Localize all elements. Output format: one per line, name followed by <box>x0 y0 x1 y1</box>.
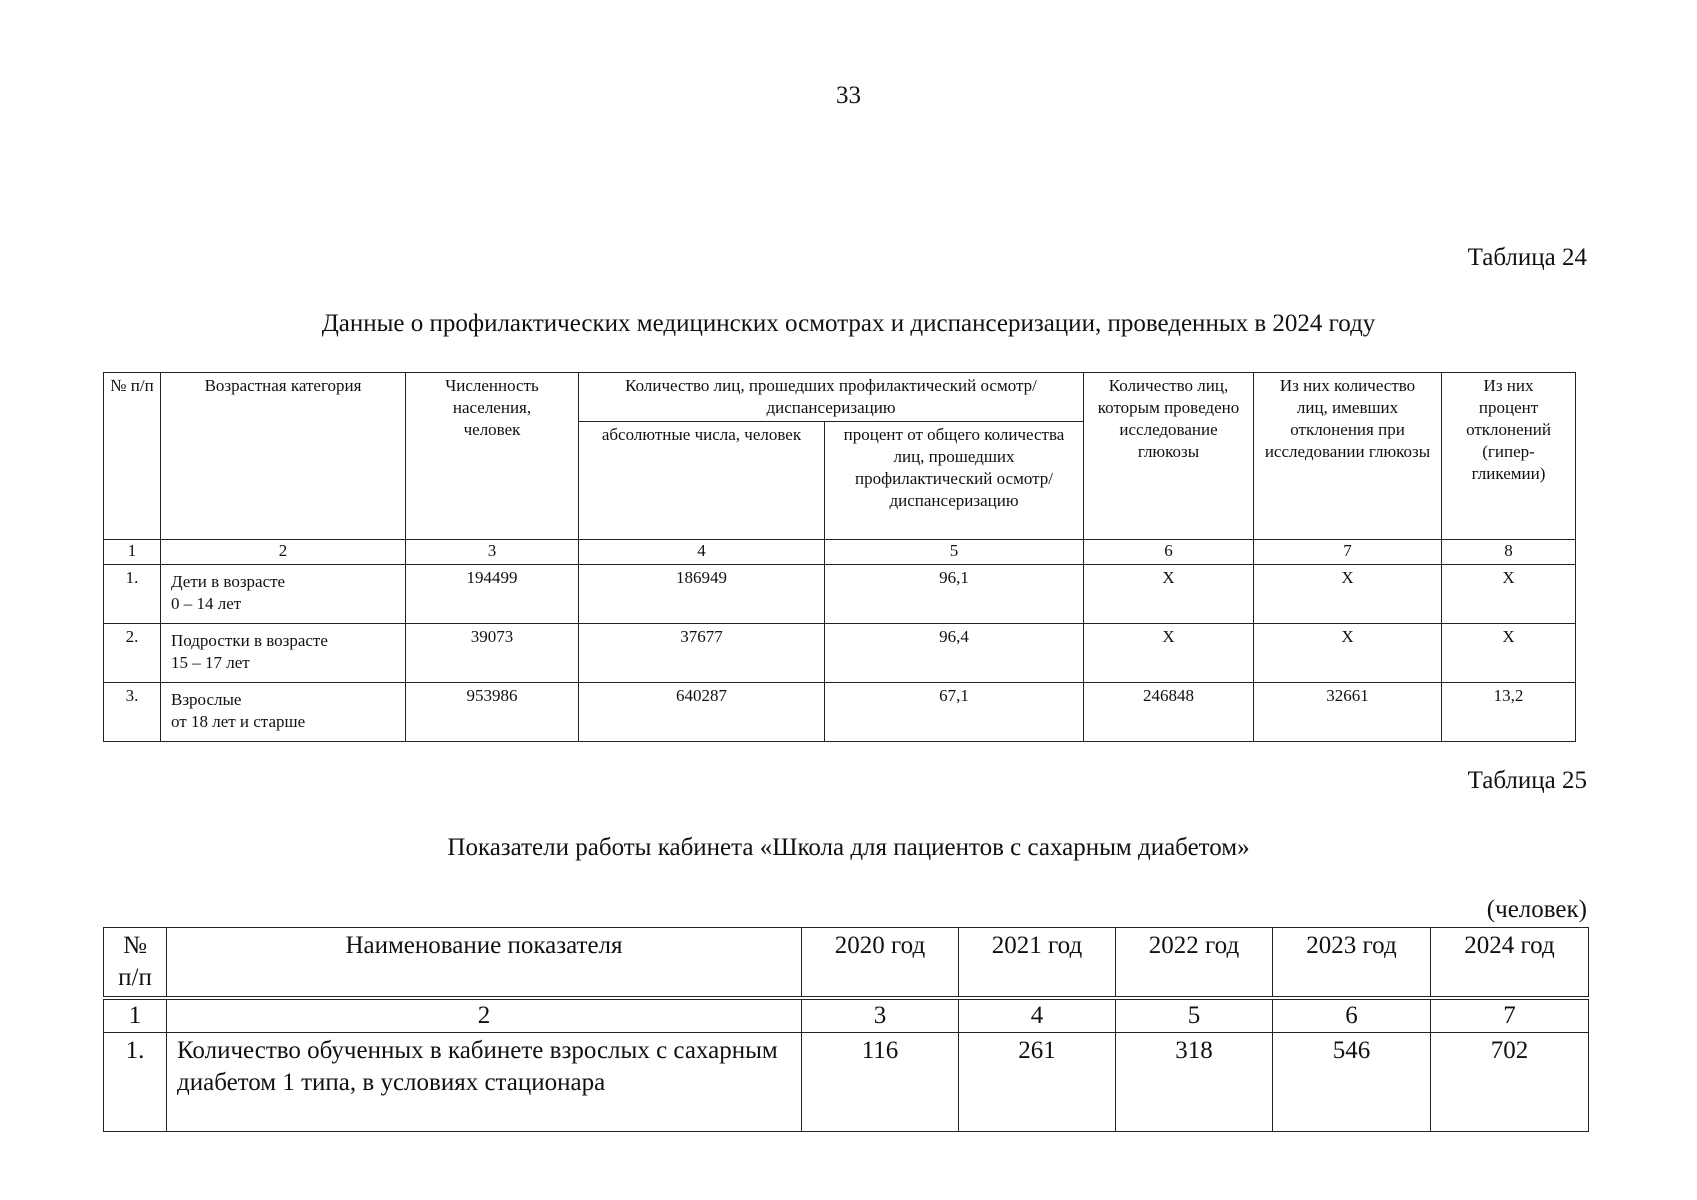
header-population: Численность населения, человек <box>406 373 579 540</box>
col-number: 4 <box>959 998 1116 1033</box>
row-glucose: Х <box>1084 565 1254 624</box>
col-number: 1 <box>104 998 167 1033</box>
row-percent: 96,1 <box>825 565 1084 624</box>
header-category: Возрастная категория <box>161 373 406 540</box>
col-number: 2 <box>167 998 802 1033</box>
table-25-label: Таблица 25 <box>1467 767 1587 794</box>
category-line: Взрослые <box>171 690 242 709</box>
row-percent: 96,4 <box>825 624 1084 683</box>
row-category <box>161 683 406 742</box>
row-dev-count: 32661 <box>1254 683 1442 742</box>
row-category <box>161 565 406 624</box>
row-value: 702 <box>1431 1033 1589 1132</box>
row-dev-count: Х <box>1254 624 1442 683</box>
row-dev-count: Х <box>1254 565 1442 624</box>
row-name: Количество обученных в кабинете взрослых с сахарным диабетом 1 типа, в условиях стационара <box>167 1033 802 1132</box>
header-year: 2024 год <box>1431 928 1589 999</box>
row-percent: 67,1 <box>825 683 1084 742</box>
row-dev-percent: 13,2 <box>1442 683 1576 742</box>
category-line: Дети в возрасте <box>171 572 286 591</box>
table-24-column-numbers <box>104 540 1576 565</box>
table-24-header-row <box>104 373 1576 422</box>
col-number: 6 <box>1084 540 1254 565</box>
table-25-title: Показатели работы кабинета «Школа для пациентов с сахарным диабетом» <box>447 834 1250 861</box>
header-glucose-tested: Количество лиц, которым проведено исследование глюкозы <box>1084 373 1254 540</box>
table-24-label: Таблица 24 <box>1467 244 1587 271</box>
col-number: 4 <box>579 540 825 565</box>
col-number: 1 <box>104 540 161 565</box>
row-num: 1. <box>104 1033 167 1132</box>
category-line: Подростки в возрасте <box>171 631 328 650</box>
col-number: 7 <box>1431 998 1589 1033</box>
header-year: 2023 год <box>1273 928 1431 999</box>
header-num: № п/п <box>104 373 161 540</box>
col-number: 8 <box>1442 540 1576 565</box>
row-category <box>161 624 406 683</box>
header-name: Наименование показателя <box>167 928 802 999</box>
row-dev-percent: Х <box>1442 624 1576 683</box>
row-glucose: Х <box>1084 624 1254 683</box>
row-num: 1. <box>104 565 161 624</box>
row-value: 546 <box>1273 1033 1431 1132</box>
table-25-column-numbers <box>104 998 1589 1033</box>
table-row <box>104 683 1576 742</box>
col-number: 6 <box>1273 998 1431 1033</box>
row-population: 953986 <box>406 683 579 742</box>
category-line: 15 – 17 лет <box>171 653 250 672</box>
header-year: 2022 год <box>1116 928 1273 999</box>
header-deviations-percent: Из них процент отклонений (гипер-гликемии) <box>1442 373 1576 540</box>
table-25-unit: (человек) <box>1486 896 1587 923</box>
col-number: 3 <box>406 540 579 565</box>
category-line: 0 – 14 лет <box>171 594 242 613</box>
row-population: 194499 <box>406 565 579 624</box>
col-number: 7 <box>1254 540 1442 565</box>
header-year: 2021 год <box>959 928 1116 999</box>
header-absolute: абсолютные числа, человек <box>579 422 825 540</box>
header-deviations-count: Из них количество лиц, имевших отклонения при исследовании глюкозы <box>1254 373 1442 540</box>
col-number: 5 <box>1116 998 1273 1033</box>
row-value: 261 <box>959 1033 1116 1132</box>
col-number: 5 <box>825 540 1084 565</box>
table-row <box>104 624 1576 683</box>
header-screened-group: Количество лиц, прошедших профилактический осмотр/диспансеризацию <box>579 373 1084 422</box>
page-number: 33 <box>836 82 861 109</box>
table-25 <box>103 927 1589 1132</box>
header-year: 2020 год <box>802 928 959 999</box>
row-value: 318 <box>1116 1033 1273 1132</box>
category-line: от 18 лет и старше <box>171 712 306 731</box>
row-population: 39073 <box>406 624 579 683</box>
row-absolute: 37677 <box>579 624 825 683</box>
row-num: 3. <box>104 683 161 742</box>
header-percent: процент от общего количества лиц, прошедших профилактический осмотр/диспансеризацию <box>825 422 1084 540</box>
col-number: 2 <box>161 540 406 565</box>
row-glucose: 246848 <box>1084 683 1254 742</box>
table-row <box>104 1033 1589 1132</box>
table-24-title: Данные о профилактических медицинских осмотрах и диспансеризации, проведенных в 2024 году <box>321 310 1376 337</box>
table-25-header-row <box>104 928 1589 999</box>
table-row <box>104 565 1576 624</box>
row-absolute: 186949 <box>579 565 825 624</box>
row-absolute: 640287 <box>579 683 825 742</box>
table-24 <box>103 372 1576 742</box>
col-number: 3 <box>802 998 959 1033</box>
header-num: № п/п <box>104 928 167 999</box>
row-num: 2. <box>104 624 161 683</box>
row-value: 116 <box>802 1033 959 1132</box>
row-dev-percent: Х <box>1442 565 1576 624</box>
